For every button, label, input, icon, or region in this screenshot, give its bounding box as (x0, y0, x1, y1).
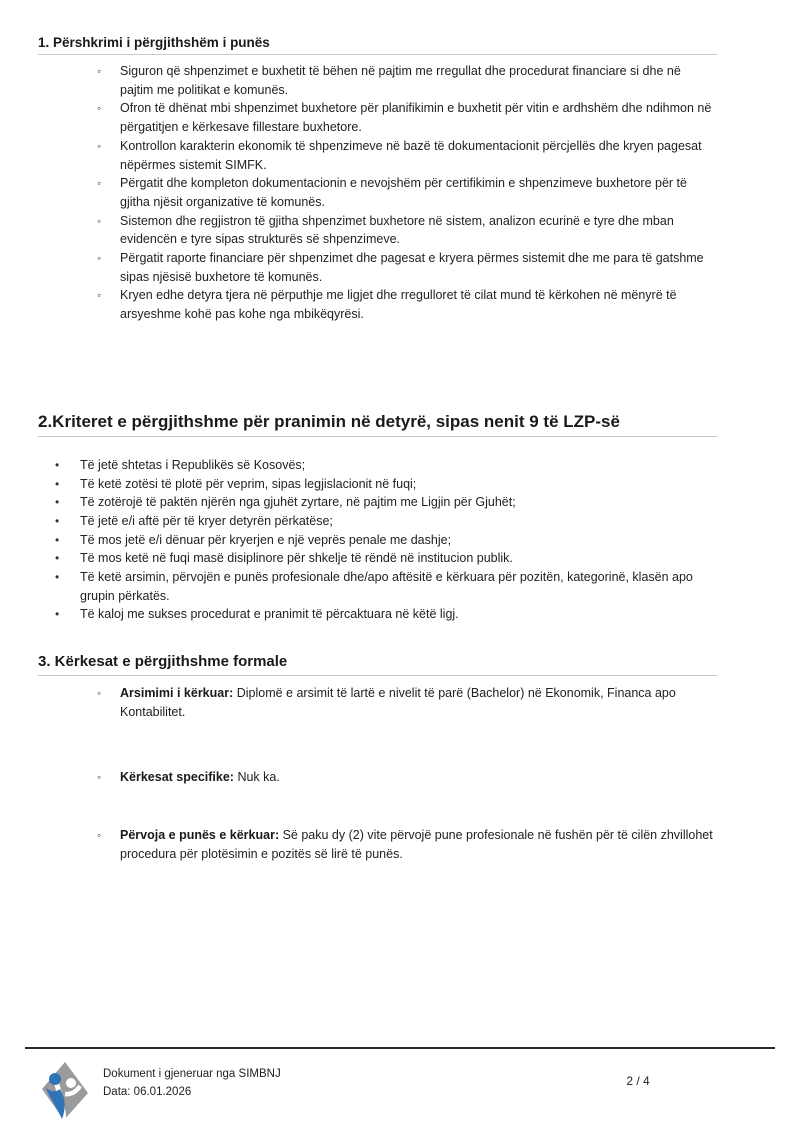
section-3 (38, 652, 717, 864)
list-item (38, 605, 717, 624)
item-text: Të kaloj me sukses procedurat e pranimit të përcaktuara në këtë ligj. (80, 607, 459, 622)
item-text: Të jetë shtetas i Republikës së Kosovës; (80, 457, 306, 472)
list-item (38, 99, 717, 136)
circle-bullet-icon: ◦ (97, 828, 102, 843)
list-item (38, 684, 717, 721)
disc-bullet-icon: • (55, 495, 60, 510)
list-item (38, 137, 717, 174)
page-number: 2 / 4 (626, 1074, 650, 1088)
item-text: Të mos ketë në fuqi masë disiplinore për shkelje të rëndë në institucion publik. (80, 551, 513, 566)
item-text: Kontrollon karakterin ekonomik të shpenzimeve në bazë të dokumentacionit përcjellës dhe kryen pagesat nëpërmes sistemit SIMFK. (120, 138, 702, 172)
footer-rule (25, 1047, 775, 1049)
item-text: Të jetë e/i aftë për të kryer detyrën përkatëse; (80, 513, 333, 528)
section-2 (38, 412, 717, 624)
circle-bullet-icon: ◦ (97, 176, 102, 191)
item-text: Diplomë e arsimit të lartë e nivelit të parë (Bachelor) në Ekonomik, Financa apo Kontabilitet. (120, 686, 676, 719)
item-label: Përvoja e punës e kërkuar: (120, 828, 280, 843)
section-1-title: 1. Përshkrimi i përgjithshëm i punës (38, 35, 270, 50)
item-text: Të ketë zotësi të plotë për veprim, sipas legjislacionit në fuqi; (80, 476, 417, 491)
disc-bullet-icon: • (55, 476, 60, 491)
list-item (38, 512, 717, 531)
circle-bullet-icon: ◦ (97, 101, 102, 116)
section-rule (38, 675, 717, 676)
section-rule (38, 54, 717, 55)
item-text: Të mos jetë e/i dënuar për kryerjen e një veprës penale me dashje; (80, 532, 452, 547)
item-text: Ofron të dhënat mbi shpenzimet buxhetore për planifikimin e buxhetit për vitin e ardhshëm dhe ndihmon në përgatitjen e kërkesave fillestare buxhetore. (120, 101, 712, 135)
list-item (38, 826, 717, 863)
item-text: Kryen edhe detyra tjera në përputhje me ligjet dhe rregulloret të cilat mund të kërkohen në mënyrë të arsyeshme kohë pas kohe nga mbikëqyrësi. (120, 288, 677, 322)
list-item (38, 475, 717, 494)
section-2-title: 2.Kriteret e përgjithshme për pranimin në detyrë, sipas nenit 9 të LZP-së (38, 411, 620, 431)
circle-bullet-icon: ◦ (97, 686, 102, 701)
disc-bullet-icon: • (55, 457, 60, 472)
circle-bullet-icon: ◦ (97, 769, 102, 784)
footer-text-block (103, 1065, 281, 1101)
list-item (38, 286, 717, 323)
list-item (38, 62, 717, 99)
disc-bullet-icon: • (55, 532, 60, 547)
section-1 (38, 35, 717, 324)
list-item (38, 568, 717, 605)
circle-bullet-icon: ◦ (97, 64, 102, 78)
item-text: Të zotërojë të paktën njërën nga gjuhët zyrtare, në pajtim me Ligjin për Gjuhët; (80, 495, 516, 510)
item-text: Së paku dy (2) vite përvojë pune profesionale në fushën për të cilën zhvillohet procedura për plotësimin e pozitës së lirë të punës. (120, 828, 713, 861)
disc-bullet-icon: • (55, 513, 60, 528)
list-item (38, 456, 717, 475)
footer-date-text: Data: 06.01.2026 (103, 1086, 192, 1098)
section-1-list (38, 62, 717, 324)
item-text: Sistemon dhe regjistron të gjitha shpenzimet buxhetore në sistem, analizon ecurinë e tyre dhe mban evidencën e tyre sipas strukturës së shpenzimeve. (120, 213, 674, 247)
item-text: Nuk ka. (237, 769, 280, 784)
item-label: Kërkesat specifike: (120, 769, 234, 784)
list-item (38, 531, 717, 550)
list-item (38, 212, 717, 249)
list-item (38, 768, 717, 787)
document-content (38, 0, 717, 864)
circle-bullet-icon: ◦ (97, 251, 102, 266)
disc-bullet-icon: • (55, 551, 60, 566)
section-3-list (38, 684, 717, 864)
item-text: Të ketë arsimin, përvojën e punës profesionale dhe/apo aftësitë e kërkuara për pozitën, kategorinë, klasën apo grupin përkatës. (80, 570, 693, 603)
footer-generated-text: Dokument i gjeneruar nga SIMBNJ (103, 1068, 281, 1080)
item-label: Arsimimi i kërkuar: (120, 686, 234, 701)
item-text: Siguron që shpenzimet e buxhetit të bëhen në pajtim me rregullat dhe procedurat financiare si dhe në pajtim me politikat e komunës. (120, 64, 681, 97)
list-item (38, 249, 717, 286)
disc-bullet-icon: • (55, 607, 60, 622)
list-item (38, 174, 717, 211)
simbnj-logo-graphic (40, 1061, 90, 1121)
list-item (38, 493, 717, 512)
list-item (38, 549, 717, 568)
disc-bullet-icon: • (55, 570, 60, 585)
section-rule (38, 436, 717, 437)
circle-bullet-icon: ◦ (97, 288, 102, 303)
simbnj-logo (40, 1061, 90, 1121)
item-text: Përgatit raporte financiare për shpenzimet dhe pagesat e kryera përmes sistemit dhe me para të gatshme sipas njësisë buxhetore të komunës. (120, 251, 704, 284)
circle-bullet-icon: ◦ (97, 213, 102, 228)
section-3-title: 3. Kërkesat e përgjithshme formale (38, 653, 288, 671)
section-2-list (38, 456, 717, 624)
circle-bullet-icon: ◦ (97, 138, 102, 153)
item-text: Përgatit dhe kompleton dokumentacionin e nevojshëm për certifikimin e shpenzimeve buxhetore për të gjitha njësit organizative të komunës. (120, 176, 687, 209)
